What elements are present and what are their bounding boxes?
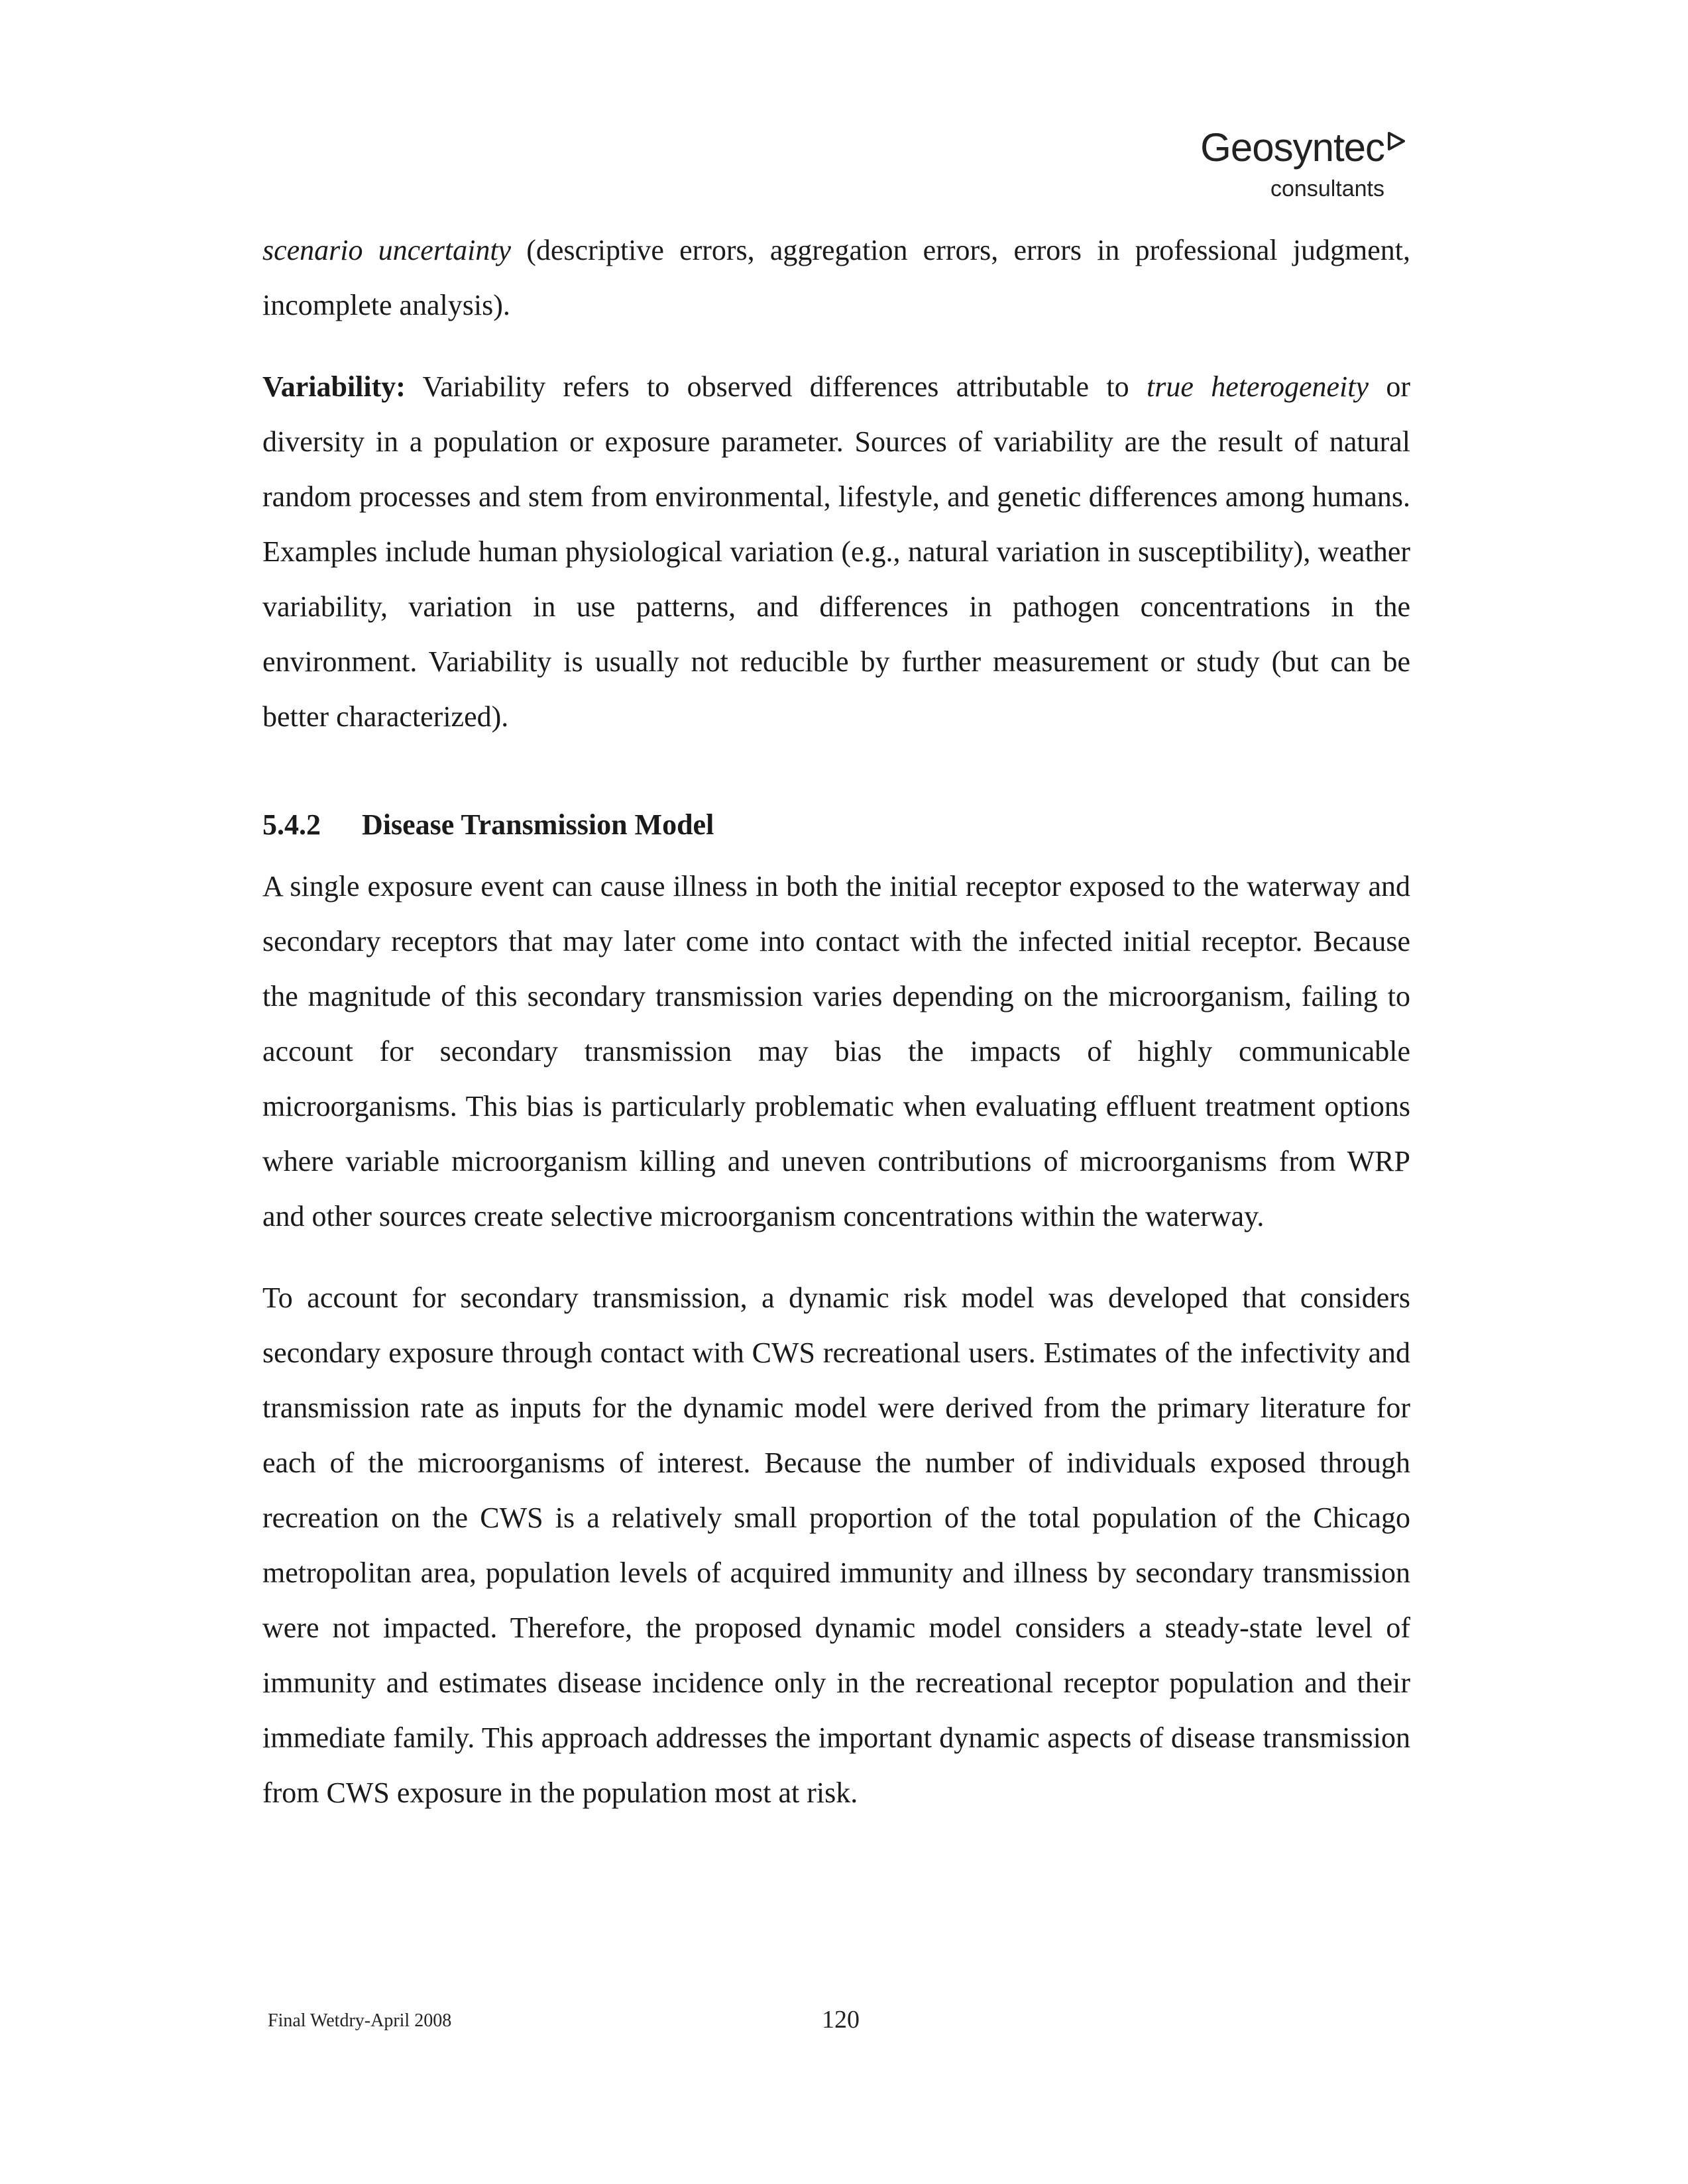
document-body [262,223,1410,1820]
paragraph-variability [262,359,1410,744]
section-number: 5.4.2 [262,808,321,841]
footer-document-label: Final Wetdry-April 2008 [268,2010,452,2031]
company-logo [1196,119,1408,212]
logo-triangle-icon [1386,131,1406,151]
paragraph-text: or diversity in a population or exposure parameter. Sources of variability are the result of natural random processes and stem from environmental, lifestyle, and genetic differences among humans. Examples include human physiological variation (e.g., natural variation in susceptibility), weather variability, variation in use patterns, and differences in pathogen concentrations in the environment. Variability is usually not reducible by further measurement or study (but can be better characterized). [262,370,1411,733]
scenario-uncertainty-term: scenario uncertainty [262,234,512,266]
paragraph-uncertainty [262,223,1410,333]
paragraph-secondary-transmission: To account for secondary transmission, a dynamic risk model was developed that considers secondary exposure through contact with CWS recreational users. Estimates of the infectivity and transmission rate as inputs for the dynamic model were derived from the primary literature for each of the microorganisms of interest. Because the number of individuals exposed through recreation on the CWS is a relatively small proportion of the total population of the Chicago metropolitan area, population levels of acquired immunity and illness by secondary transmission were not impacted. Therefore, the proposed dynamic model considers a steady-state level of immunity and estimates disease incidence only in the recreational receptor population and their immediate family. This approach addresses the important dynamic aspects of disease transmission from CWS exposure in the population most at risk. [262,1282,1410,1809]
logo-name: Geosyntec [1200,125,1384,170]
paragraph-text: (descriptive errors, aggregation errors, errors in professional judgment, incomplete analysis). [262,234,1410,321]
section-title: Disease Transmission Model [362,808,714,841]
page-number: 120 [822,2006,860,2034]
true-heterogeneity-term: true heterogeneity [1146,370,1369,403]
paragraph-text: Variability refers to observed differences attributable to [405,370,1147,403]
variability-label: Variability: [262,370,406,403]
logo-subtitle: consultants [1270,176,1384,201]
section-heading [262,797,1410,852]
paragraph-single-exposure: A single exposure event can cause illness in both the initial receptor exposed to the waterway and secondary receptors that may later come into contact with the infected initial receptor. Because the magnitude of this secondary transmission varies depending on the microorganism, failing to account for secondary transmission may bias the impacts of highly communicable microorganisms. This bias is particularly problematic when evaluating effluent treatment options where variable microorganism killing and uneven contributions of microorganisms from WRP and other sources create selective microorganism concentrations within the waterway. [262,870,1410,1232]
